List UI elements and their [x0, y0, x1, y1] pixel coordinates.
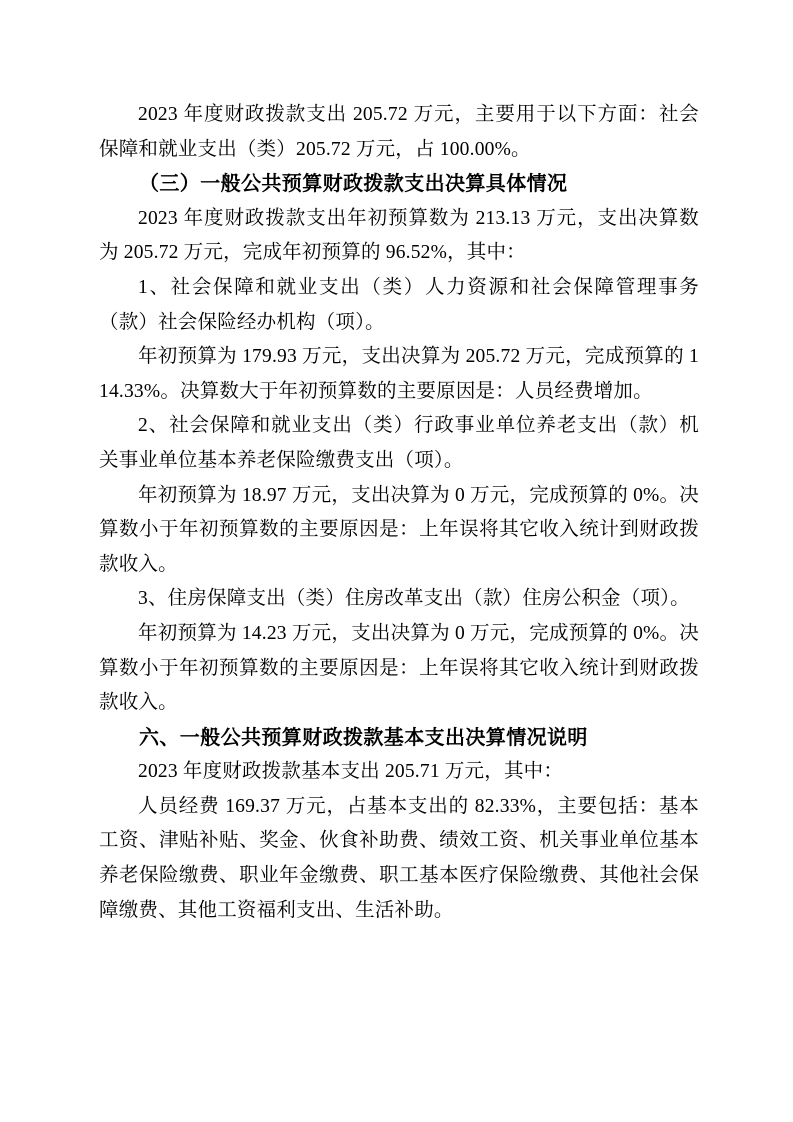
paragraph-personnel-funds-detail: 人员经费 169.37 万元，占基本支出的 82.33%，主要包括：基本工资、津贴补贴、奖金、伙食补助费、绩效工资、机关事业单位基本养老保险缴费、职业年金缴费、职工基本医疗保险缴费、其他社会保障缴费、其他工资福利支出、生活补助。: [99, 795, 699, 921]
paragraph-fiscal-expenditure-summary: 2023 年度财政拨款支出 205.72 万元，主要用于以下方面：社会保障和就业支出（类）205.72 万元，占 100.00%。: [99, 104, 699, 160]
paragraph-item-3-title: 3、住房保障支出（类）住房改革支出（款）住房公积金（项）。: [138, 588, 690, 610]
paragraph-basic-expenditure-summary: 2023 年度财政拨款基本支出 205.71 万元，其中：: [138, 761, 564, 783]
section-heading-six: 六、一般公共预算财政拨款基本支出决算情况说明: [139, 726, 588, 749]
paragraph-item-1-detail: 年初预算为 179.93 万元，支出决算为 205.72 万元，完成预算的 114.33%。决算数大于年初预算数的主要原因是：人员经费增加。: [99, 346, 699, 402]
paragraph-item-2-title: 2、社会保障和就业支出（类）行政事业单位养老支出（款）机关事业单位基本养老保险缴费支出（项）。: [99, 415, 699, 471]
section-heading-three: （三）一般公共预算财政拨款支出决算具体情况: [139, 173, 568, 196]
paragraph-item-3-detail: 年初预算为 14.23 万元，支出决算为 0 万元，完成预算的 0%。决算数小于年初预算数的主要原因是：上年误将其它收入统计到财政拨款收入。: [99, 622, 699, 714]
paragraph-item-1-title: 1、社会保障和就业支出（类）人力资源和社会保障管理事务（款）社会保险经办机构（项）。: [99, 276, 699, 333]
paragraph-item-2-detail: 年初预算为 18.97 万元，支出决算为 0 万元，完成预算的 0%。决算数小于年初预算数的主要原因是：上年误将其它收入统计到财政拨款收入。: [99, 484, 699, 575]
document-content: [99, 98, 699, 928]
paragraph-budget-vs-final: 2023 年度财政拨款支出年初预算数为 213.13 万元，支出决算数为 205.72 万元，完成年初预算的 96.52%，其中：: [99, 207, 699, 264]
